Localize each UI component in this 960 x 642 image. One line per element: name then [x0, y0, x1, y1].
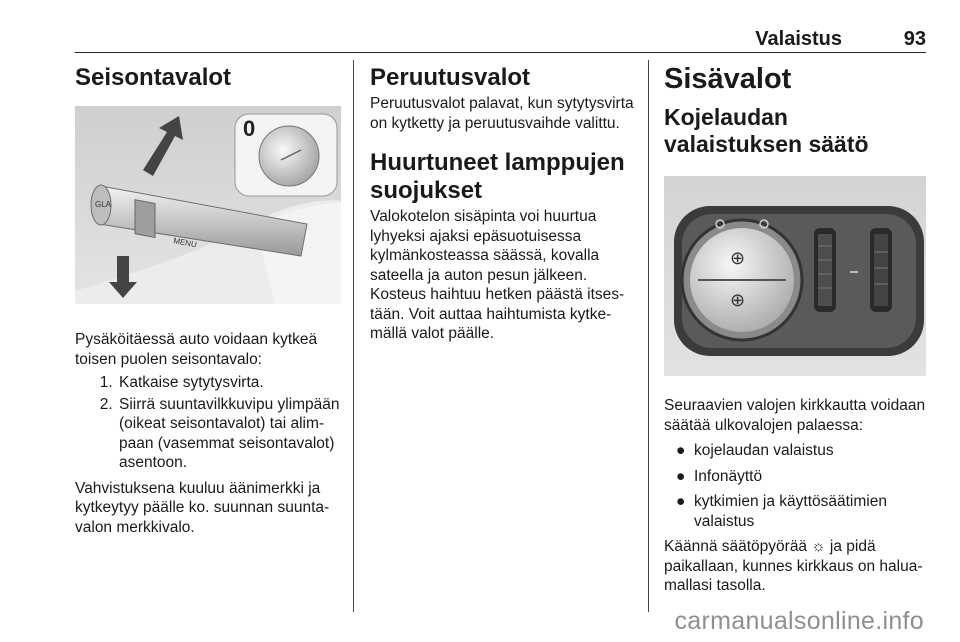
list-item: 2. Siirrä suuntavilkkuvipu ylimpään (oikeat seisontavalot) tai alimpaan (vasemmat seisontavalot) asentoon.	[117, 395, 345, 473]
header-rule	[75, 52, 926, 53]
bullet-icon: ●	[676, 493, 686, 510]
dimmer-targets	[664, 441, 928, 531]
position-zero-label: 0	[243, 116, 256, 141]
dimmer-wheel	[814, 228, 836, 312]
brightness-icon: ☼	[811, 538, 826, 555]
headlight-range-wheel	[870, 228, 892, 312]
heading-parking-lights: Seisontavalot	[75, 64, 232, 91]
front-fog-icon: ⊕	[730, 248, 746, 269]
page-number: 93	[903, 28, 926, 50]
watermark: carmanualsonline.info	[674, 607, 924, 635]
stalk-label-menu: MENU	[172, 236, 198, 250]
bullet-icon: ●	[676, 442, 686, 459]
list-item: ● kytkimien ja käyttösäätimien valaistus	[676, 493, 887, 530]
turn-signal-stalk-figure	[75, 106, 341, 304]
reversing-text: Peruutusvalot palavat, kun sytytysvirta on kytketty ja peruutusvaihde valittu.	[370, 95, 634, 132]
list-item: ● kojelaudan valaistus	[676, 442, 834, 459]
column-divider-1	[353, 60, 354, 612]
parking-intro: Pysäköitäessä auto voidaan kytkeä toisen puolen seisontavalo:	[75, 331, 318, 368]
rear-fog-icon: ⊕	[730, 290, 746, 311]
parking-position-inset	[235, 114, 337, 196]
heading-reversing-lights: Peruutusvalot	[370, 64, 531, 91]
parking-confirm: Vahvistuksena kuuluu äänimerkki ja kytkeytyy päälle ko. suunnan suuntavalon merkkivalo.	[75, 479, 330, 536]
heading-dashboard-dimmer: Kojelaudan valaistuksen säätö	[664, 104, 869, 157]
column-parking-lights	[75, 62, 345, 537]
heading-fogged-covers: Huurtuneet lamppujen suojukset	[370, 149, 625, 204]
light-switch-knob	[682, 220, 802, 340]
section-title: Valaistus	[755, 28, 842, 50]
column-reversing-lights	[370, 62, 640, 344]
light-switch-panel-figure	[664, 176, 926, 376]
dimmer-instruction: Käännä säätöpyörää ☼ ja pidä paikallaan, kunnes kirkkaus on haluamallasi tasolla.	[664, 538, 923, 594]
column-interior-lights	[664, 62, 928, 596]
parking-steps	[75, 373, 345, 473]
stalk-label-gla: GLA	[95, 200, 112, 209]
list-item: 1. Katkaise sytytysvirta.	[117, 373, 345, 393]
dimmer-intro: Seuraavien valojen kirkkautta voidaan säätää ulkovalojen palaessa:	[664, 397, 926, 434]
column-divider-2	[648, 60, 649, 612]
fogged-covers-text: Valokotelon sisäpinta voi huurtua lyhyeksi ajaksi epäsuotuisessa kylmänkosteassa säässä, kovalla sateella ja auton pesun jälkeen. Kosteus haihtuu hetken päästä itsestään. Voit auttaa haihtumista kytkemällä valot päälle.	[370, 208, 625, 342]
list-item: ● Infonäyttö	[676, 467, 763, 485]
heading-interior-lights: Sisävalot	[664, 63, 792, 95]
bullet-icon: ●	[676, 467, 686, 485]
